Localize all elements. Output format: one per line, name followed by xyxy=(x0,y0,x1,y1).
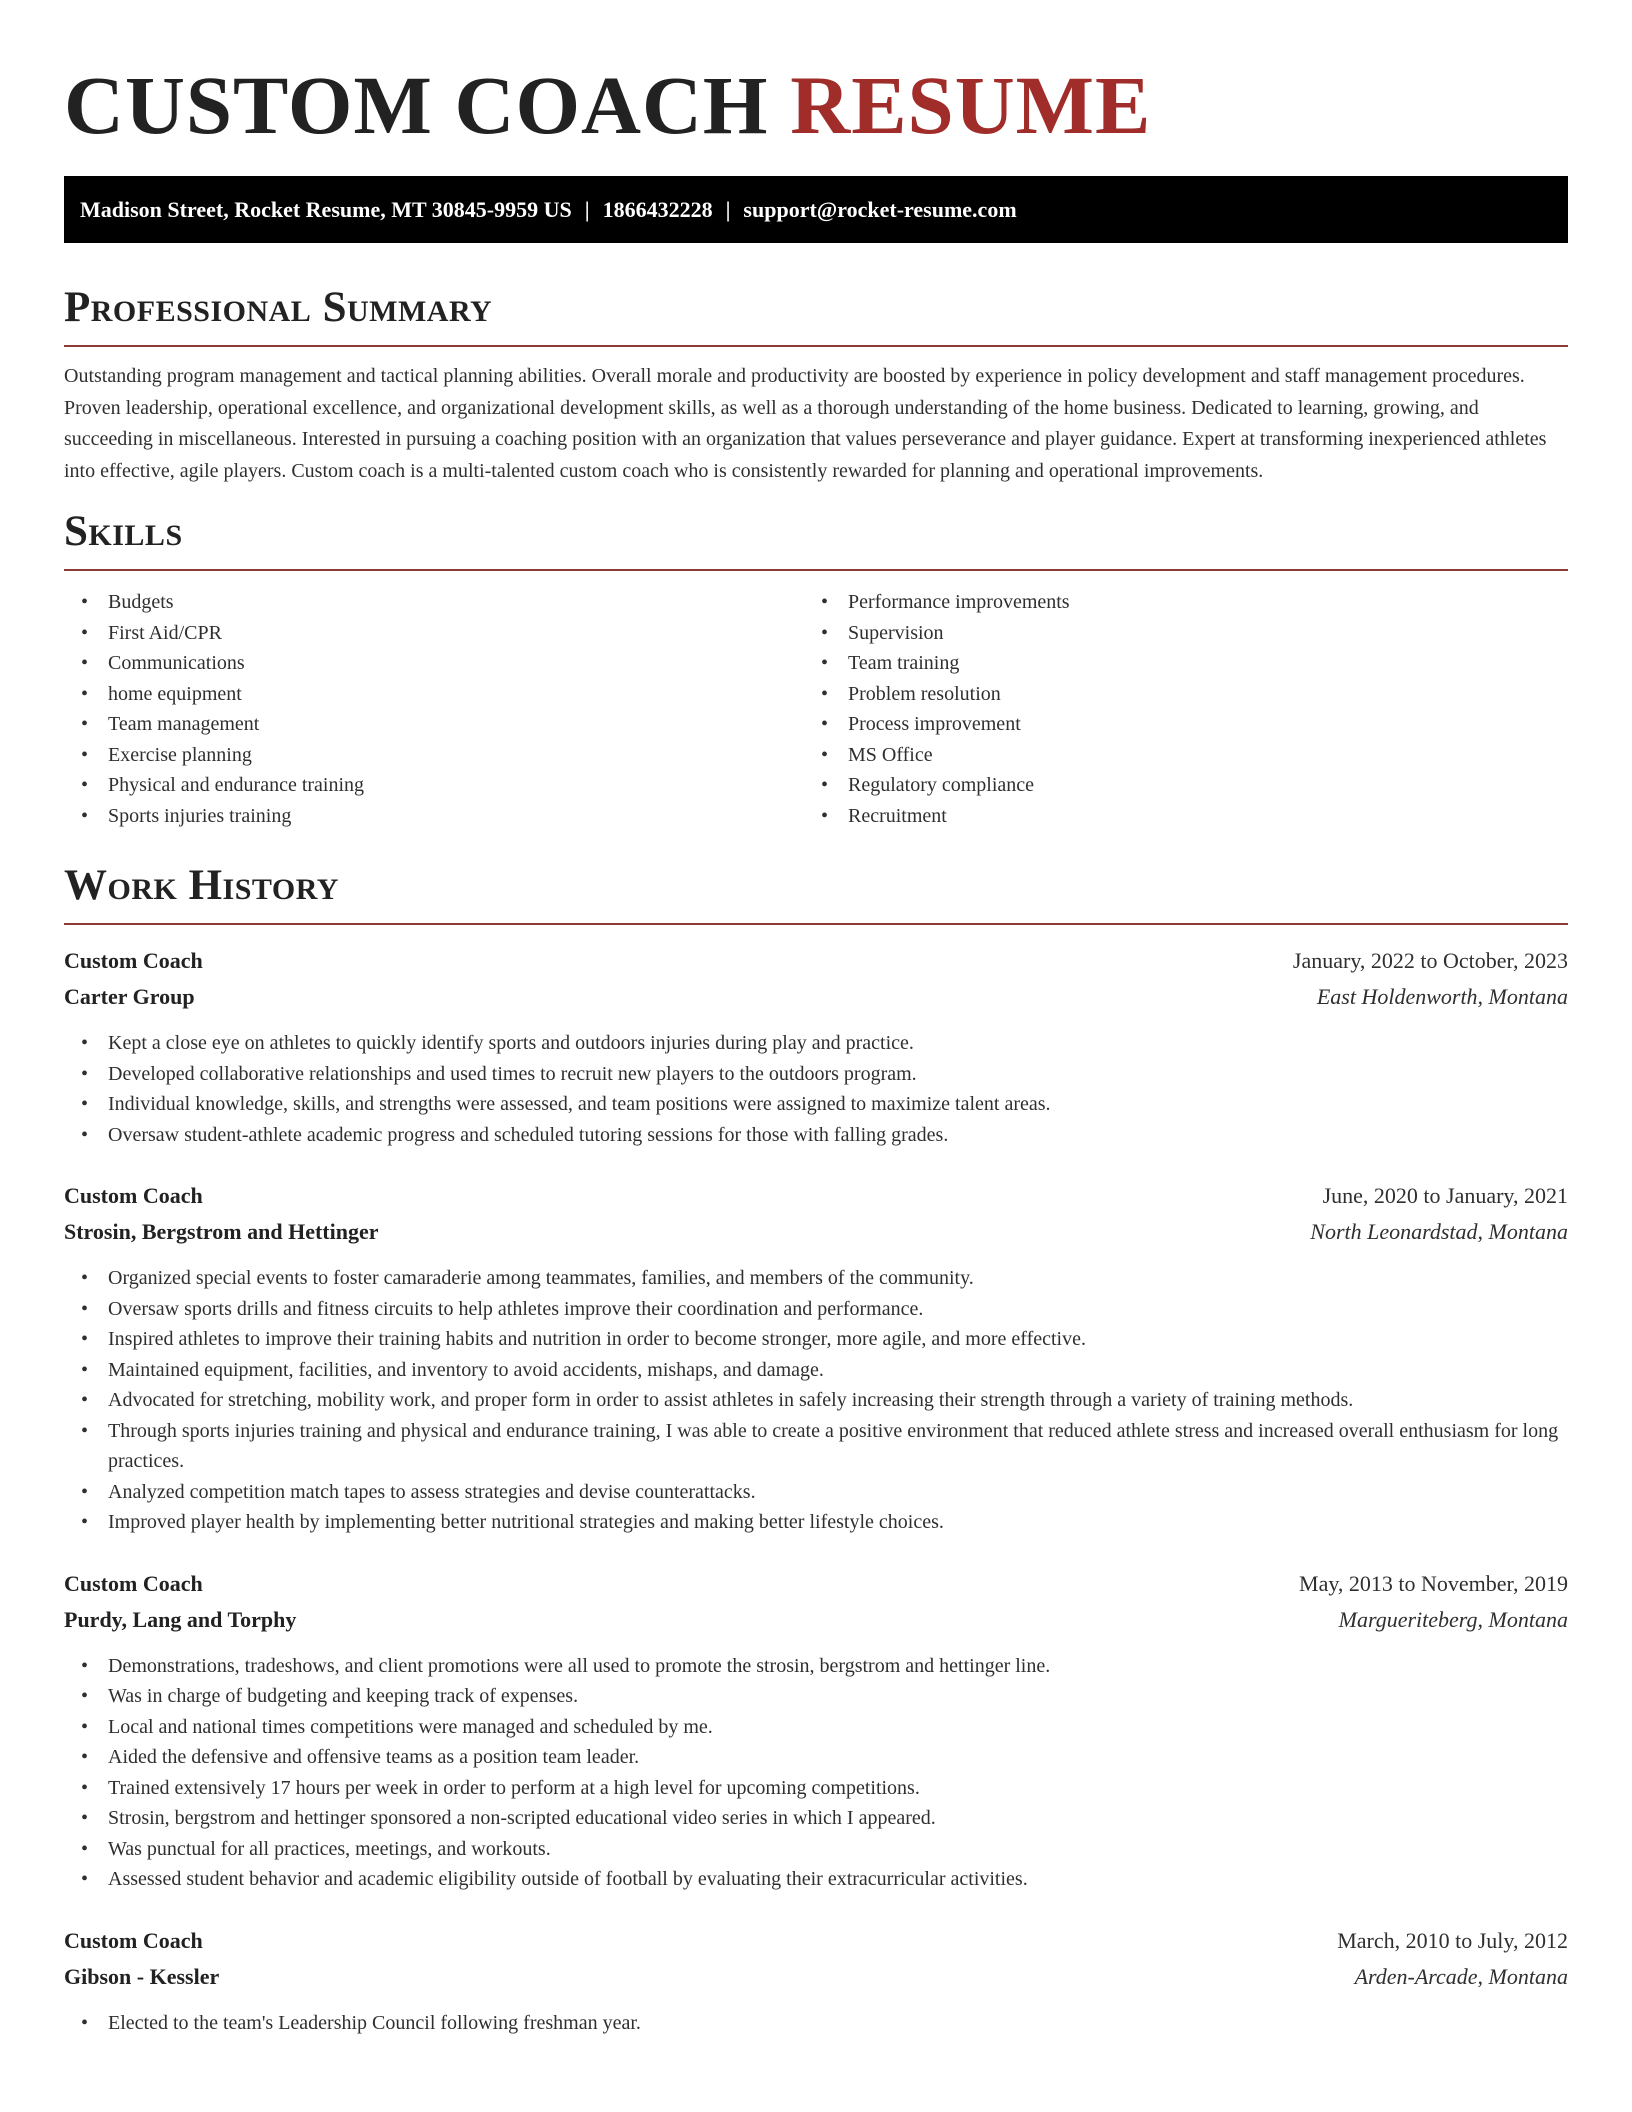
work-history-heading: Work History xyxy=(64,862,339,909)
job-bullet: • Strosin, bergstrom and hettinger sponsored a non-scripted educational video series in which I appeared. xyxy=(64,1803,1568,1834)
job-bullet: • Assessed student behavior and academic eligibility outside of football by evaluating their extracurricular activities. xyxy=(64,1864,1568,1895)
job-header xyxy=(64,1923,1568,1959)
summary-heading: Professional Summary xyxy=(64,284,493,331)
section-divider xyxy=(64,923,1568,925)
skill-item: • home equipment xyxy=(64,679,804,710)
job-dates: May, 2013 to November, 2019 xyxy=(1299,1570,1568,1596)
job-bullets xyxy=(64,2008,1568,2039)
job-subheader xyxy=(64,1214,1568,1250)
contact-address: Madison Street, Rocket Resume, MT 30845-9959 US xyxy=(80,197,572,222)
job-bullet: • Local and national times competitions were managed and scheduled by me. xyxy=(64,1712,1568,1743)
job-entry xyxy=(64,1566,1568,1895)
job-title: Custom Coach xyxy=(64,948,203,973)
skills-heading: Skills xyxy=(64,508,183,555)
skill-item: • Recruitment xyxy=(804,801,1544,832)
title-accent: RESUME xyxy=(790,59,1152,151)
job-bullet: • Kept a close eye on athletes to quickly identify sports and outdoors injuries during play and practice. xyxy=(64,1028,1568,1059)
skills-list-left xyxy=(64,587,804,831)
job-title: Custom Coach xyxy=(64,1183,203,1208)
job-bullets xyxy=(64,1263,1568,1538)
contact-separator: | xyxy=(584,197,590,222)
skill-item: • Supervision xyxy=(804,618,1544,649)
job-bullet: • Oversaw sports drills and fitness circuits to help athletes improve their coordination and performance. xyxy=(64,1294,1568,1325)
job-bullet: • Individual knowledge, skills, and strengths were assessed, and team positions were assigned to maximize talent areas. xyxy=(64,1089,1568,1120)
skill-item: • Team training xyxy=(804,648,1544,679)
job-bullet: • Analyzed competition match tapes to assess strategies and devise counterattacks. xyxy=(64,1477,1568,1508)
job-header xyxy=(64,1566,1568,1602)
skill-item: • Communications xyxy=(64,648,804,679)
job-dates: June, 2020 to January, 2021 xyxy=(1322,1183,1568,1208)
job-dates: March, 2010 to July, 2012 xyxy=(1337,1927,1568,1953)
skill-item: • Physical and endurance training xyxy=(64,770,804,801)
summary-section xyxy=(64,283,1568,487)
job-subheader xyxy=(64,1959,1568,1995)
skill-item: • Regulatory compliance xyxy=(804,770,1544,801)
skill-item: • Problem resolution xyxy=(804,679,1544,710)
skills-list-right xyxy=(804,587,1544,831)
skill-item: • Team management xyxy=(64,709,804,740)
job-bullets xyxy=(64,1028,1568,1150)
resume-page xyxy=(64,0,1568,2038)
job-header xyxy=(64,943,1568,979)
job-bullet: • Was punctual for all practices, meetings, and workouts. xyxy=(64,1834,1568,1865)
job-bullet: • Inspired athletes to improve their training habits and nutrition in order to become stronger, more agile, and more effective. xyxy=(64,1324,1568,1355)
contact-email: support@rocket-resume.com xyxy=(743,197,1017,222)
contact-separator: | xyxy=(725,197,731,222)
job-subheader xyxy=(64,1602,1568,1638)
job-entry xyxy=(64,1923,1568,2039)
section-divider xyxy=(64,569,1568,571)
job-dates: January, 2022 to October, 2023 xyxy=(1292,948,1568,973)
job-bullet: • Maintained equipment, facilities, and inventory to avoid accidents, mishaps, and damage. xyxy=(64,1355,1568,1386)
job-bullet: • Demonstrations, tradeshows, and client promotions were all used to promote the strosin, bergstrom and hettinger line. xyxy=(64,1651,1568,1682)
section-divider xyxy=(64,345,1568,347)
job-title: Custom Coach xyxy=(64,1570,203,1596)
job-bullet: • Improved player health by implementing better nutritional strategies and making better lifestyle choices. xyxy=(64,1507,1568,1538)
job-bullet: • Trained extensively 17 hours per week in order to perform at a high level for upcoming competitions. xyxy=(64,1773,1568,1804)
job-company: Gibson - Kessler xyxy=(64,1963,220,1989)
skill-item: • Performance improvements xyxy=(804,587,1544,618)
job-location: North Leonardstad, Montana xyxy=(1310,1219,1568,1244)
job-bullet: • Aided the defensive and offensive teams as a position team leader. xyxy=(64,1742,1568,1773)
skill-item: • Sports injuries training xyxy=(64,801,804,832)
job-bullet: • Advocated for stretching, mobility work, and proper form in order to assist athletes in safely increasing their strength through a variety of training methods. xyxy=(64,1385,1568,1416)
work-history-section xyxy=(64,861,1568,2038)
title-name: CUSTOM COACH xyxy=(64,59,769,151)
job-subheader xyxy=(64,979,1568,1015)
skill-item: • First Aid/CPR xyxy=(64,618,804,649)
job-company: Purdy, Lang and Torphy xyxy=(64,1606,297,1632)
skills-section xyxy=(64,507,1568,831)
skill-item: • Exercise planning xyxy=(64,740,804,771)
resume-title xyxy=(64,55,1568,155)
job-title: Custom Coach xyxy=(64,1927,203,1953)
job-entry xyxy=(64,943,1568,1150)
skills-columns xyxy=(64,587,1568,831)
skill-item: • Budgets xyxy=(64,587,804,618)
job-bullet: • Organized special events to foster camaraderie among teammates, families, and members of the community. xyxy=(64,1263,1568,1294)
job-location: East Holdenworth, Montana xyxy=(1316,984,1568,1009)
skill-item: • Process improvement xyxy=(804,709,1544,740)
job-company: Carter Group xyxy=(64,984,195,1009)
job-bullets xyxy=(64,1651,1568,1895)
job-bullet: • Developed collaborative relationships and used times to recruit new players to the outdoors program. xyxy=(64,1059,1568,1090)
summary-text: Outstanding program management and tactical planning abilities. Overall morale and productivity are boosted by experience in policy development and staff management procedures. Proven leadership, operational excellence, and organizational development skills, as well as a thorough understanding of the home business. Dedicated to learning, growing, and succeeding in miscellaneous. Interested in pursuing a coaching position with an organization that values perseverance and player guidance. Expert at transforming inexperienced athletes into effective, agile players. Custom coach is a multi-talented custom coach who is consistently rewarded for planning and operational improvements. xyxy=(64,365,1547,482)
job-header xyxy=(64,1178,1568,1214)
job-bullet: • Was in charge of budgeting and keeping track of expenses. xyxy=(64,1681,1568,1712)
contact-bar xyxy=(64,176,1568,243)
job-bullet: • Oversaw student-athlete academic progress and scheduled tutoring sessions for those with falling grades. xyxy=(64,1120,1568,1151)
job-location: Arden-Arcade, Montana xyxy=(1354,1963,1568,1989)
skill-item: • MS Office xyxy=(804,740,1544,771)
job-entry xyxy=(64,1178,1568,1538)
job-company: Strosin, Bergstrom and Hettinger xyxy=(64,1219,379,1244)
contact-phone: 1866432228 xyxy=(602,197,713,222)
job-bullet: • Through sports injuries training and physical and endurance training, I was able to create a positive environment that reduced athlete stress and increased overall enthusiasm for long practices. xyxy=(64,1416,1568,1477)
job-bullet: • Elected to the team's Leadership Council following freshman year. xyxy=(64,2008,1568,2039)
job-location: Margueriteberg, Montana xyxy=(1338,1606,1568,1632)
